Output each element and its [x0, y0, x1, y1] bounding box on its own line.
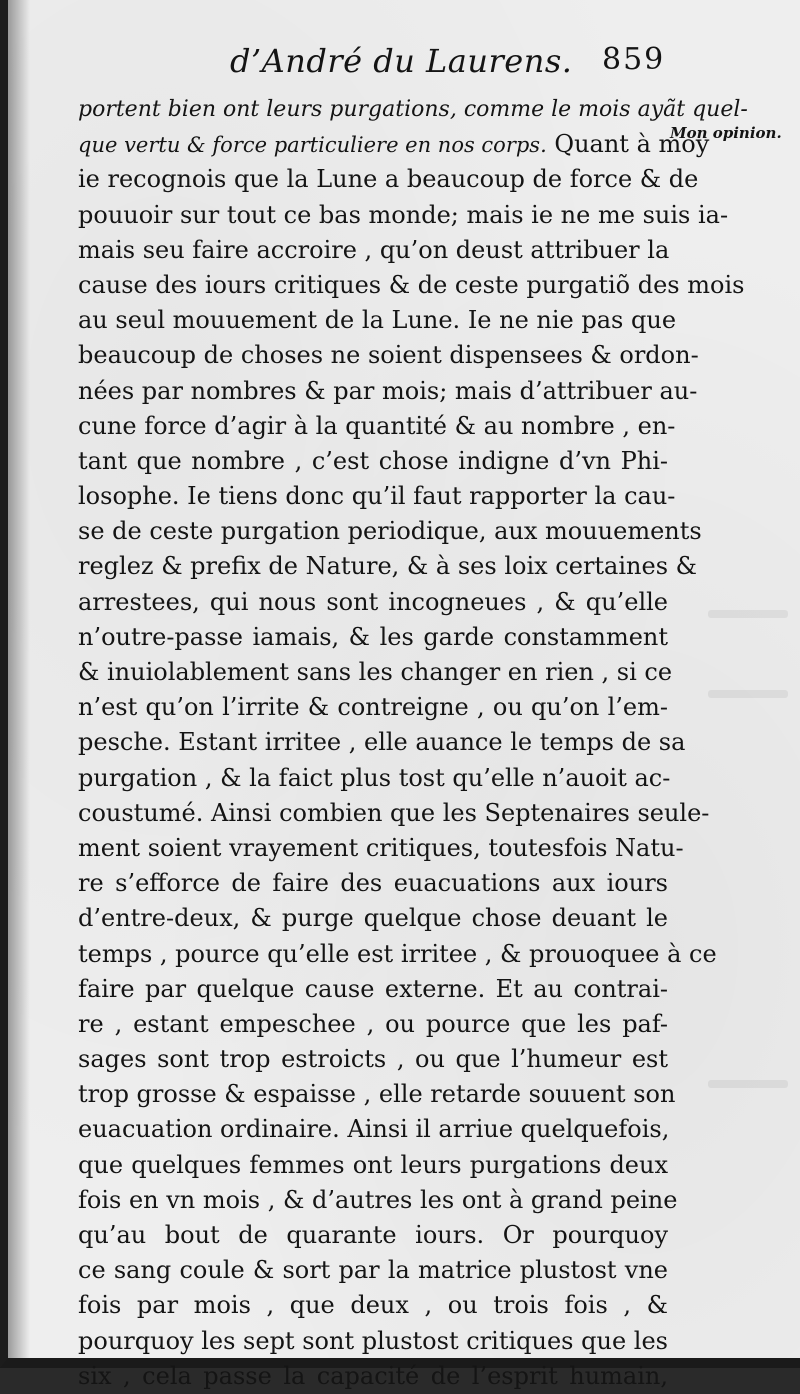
text-line: que quelques femmes ont leurs purgations deux — [78, 1150, 668, 1179]
text-line: cune force d’agir à la quantité & au nombre , en- — [78, 411, 676, 440]
text-line: pesche. Estant irritee , elle auance le temps de sa — [78, 728, 686, 757]
text-line: cause des iours critiques & de ceste purgatiõ des mois — [78, 270, 745, 299]
text-line: qu’au bout de quarante iours. Or pourquoy — [78, 1221, 668, 1249]
running-title: d’André du Laurens. — [230, 42, 573, 80]
text-line — [78, 127, 710, 162]
text-line: ie recognois que la Lune a beaucoup de force & de — [78, 165, 699, 194]
page-header — [8, 42, 800, 92]
text-line: mais seu faire accroire , qu’on deust attribuer la — [78, 235, 670, 264]
text-line: nées par nombres & par mois; mais d’attribuer au- — [78, 376, 698, 405]
text-line: losophe. Ie tiens donc qu’il faut rapporter la cau- — [78, 482, 676, 511]
text-line: fois en vn mois , & d’autres les ont à grand peine — [78, 1185, 678, 1214]
text-line: reglez & prefix de Nature, & à ses loix certaines & — [78, 552, 698, 581]
text-line: trop grosse & espaisse , elle retarde souuent son — [78, 1080, 676, 1109]
bleed-through-mark — [708, 690, 788, 698]
text-line: euacuation ordinaire. Ainsi il arriue quelquefois, — [78, 1115, 670, 1144]
text-line-roman-part: Quant à moy — [546, 130, 710, 159]
text-line: re , estant empeschee , ou pource que les paf- — [78, 1009, 668, 1038]
text-line: fois par mois , que deux , ou trois fois , & — [78, 1291, 668, 1320]
bleed-through-mark — [708, 1080, 788, 1088]
text-line: faire par quelque cause externe. Et au contrai- — [78, 974, 668, 1003]
text-line: & inuiolablement sans les changer en rien , si ce — [78, 658, 673, 686]
text-line: sages sont trop estroicts , ou que l’humeur est — [78, 1045, 668, 1074]
text-line: temps , pource qu’elle est irritee , & prouoquee à ce — [78, 939, 717, 968]
text-line: beaucoup de choses ne soient dispensees & ordon- — [78, 341, 699, 370]
text-line: pourquoy les sept sont plustost critiques que les — [78, 1326, 668, 1355]
page-number: 859 — [602, 42, 666, 77]
bleed-through-mark — [708, 610, 788, 618]
text-line: ce sang coule & sort par la matrice plustost vne — [78, 1256, 668, 1285]
text-line: portent bien ont leurs purgations, comme le mois ayãt quel- — [78, 97, 748, 122]
text-line: six , cela passe la capacité de l’esprit humain, — [78, 1361, 668, 1390]
text-line: d’entre-deux, & purge quelque chose deuant le — [78, 904, 668, 933]
text-line: n’outre-passe iamais, & les garde constamment — [78, 622, 668, 651]
text-line-italic-part: que vertu & force particuliere en nos corps. — [78, 133, 547, 158]
page-gutter-shadow — [8, 0, 30, 1358]
text-line: ment soient vrayement critiques, toutesfois Natu- — [78, 833, 684, 862]
text-line: au seul mouuement de la Lune. Ie ne nie pas que — [78, 306, 677, 335]
text-line: purgation , & la faict plus tost qu’elle n’auoit ac- — [78, 763, 671, 792]
text-line: pouuoir sur tout ce bas monde; mais ie ne me suis ia- — [78, 200, 729, 229]
text-line: re s’efforce de faire des euacuations aux iours — [78, 869, 668, 898]
text-line: tant que nombre , c’est chose indigne d’vn Phi- — [78, 446, 668, 475]
text-line: n’est qu’on l’irrite & contreigne , ou qu’on l’em- — [78, 693, 668, 722]
text-line: coustumé. Ainsi combien que les Septenaires seule- — [78, 798, 710, 827]
text-line: se de ceste purgation periodique, aux mouuements — [78, 517, 702, 546]
margin-note: Mon opinion. — [670, 124, 782, 142]
text-line: arrestees, qui nous sont incogneues , & qu’elle — [78, 587, 668, 616]
